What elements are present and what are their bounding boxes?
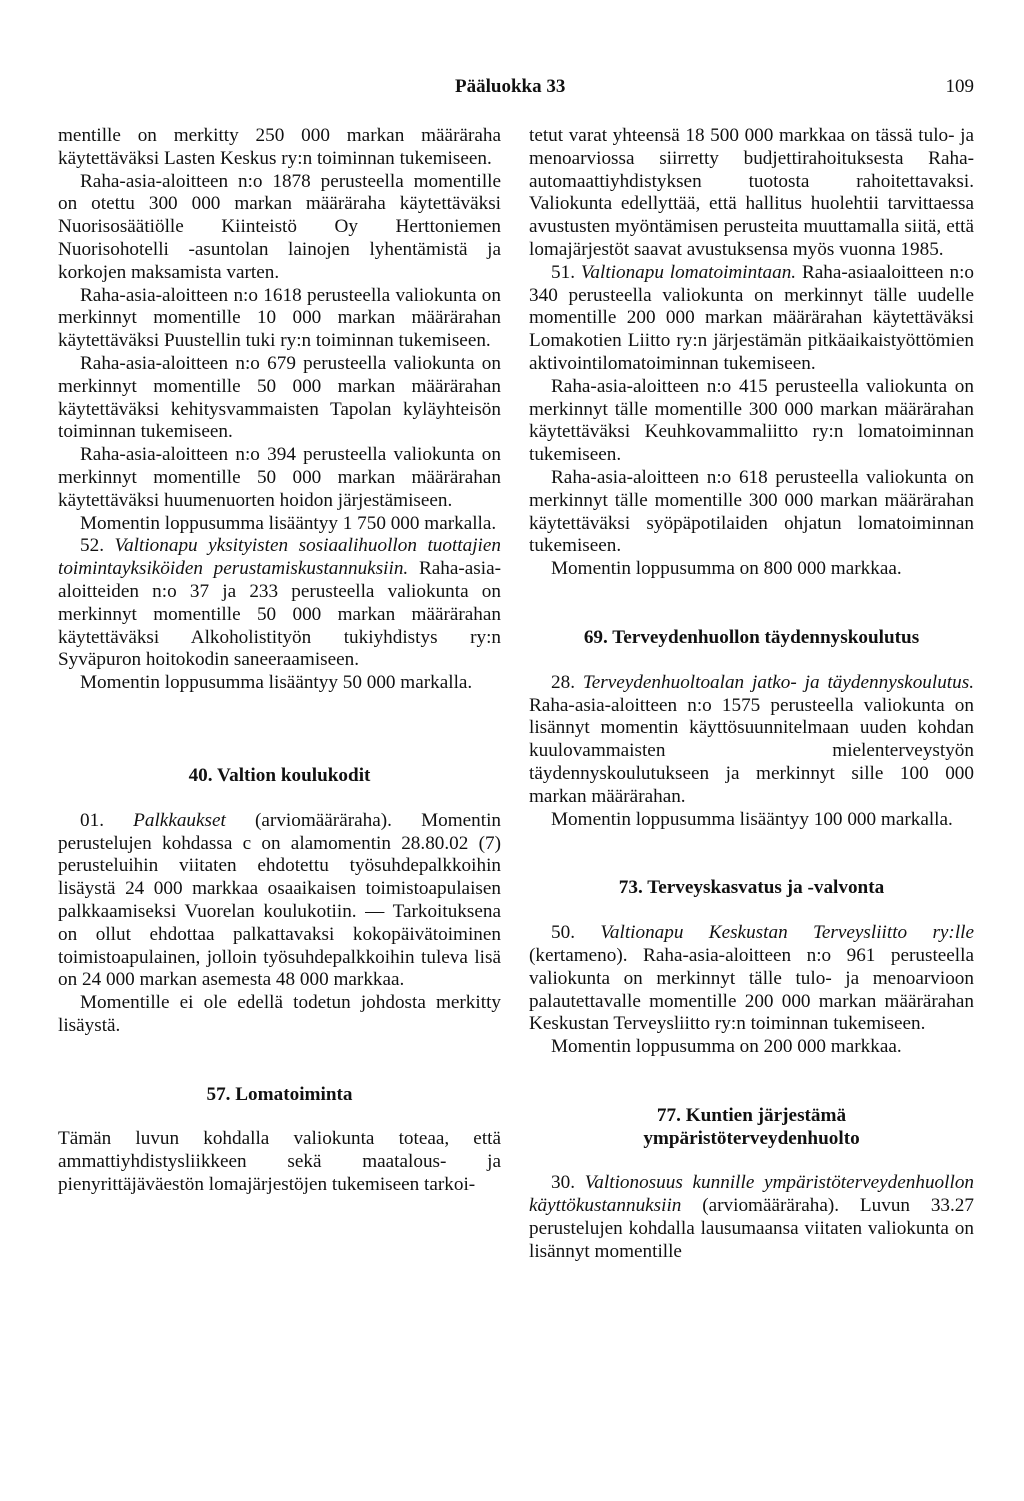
paragraph: Raha-asia-aloitteen n:o 394 perusteella valiokunta on merkinnyt momentille 50 000 markan määrärahan käytettäväksi huumenuorten hoidon järjestämiseen. [58,444,501,511]
item-title: Palkkaukset [133,809,226,831]
page-number: 109 [945,76,974,97]
item-title: Valtionosuus kunnille ympäristöterveydenhuollon käyttökustannuksiin [529,1172,975,1217]
item-number: 01. [80,809,104,831]
item-number: 28. [551,671,575,693]
item-text: Raha-asia-aloitteiden n:o 37 ja 233 perusteella valiokunta on merkinnyt momentille 50 000 markan määrärahan käytettäväksi Alkoholistityön tukiyhdistys ry:n Syväpuron hoitokodin saneeraamiseen. [58,558,501,671]
paragraph: Momentille ei ole edellä todetun johdosta merkitty lisäystä. [58,992,501,1036]
item-number: 52. [80,535,104,557]
section-heading-73: 73. Terveyskasvatus ja -valvonta [618,877,885,899]
item-title: Valtionapu Keskustan Terveysliitto ry:lle [600,922,975,944]
paragraph: Momentin loppusumma lisääntyy 1 750 000 markalla. [80,512,497,534]
paragraph: Momentin loppusumma lisääntyy 50 000 markalla. [80,672,473,694]
subsection-01 [58,810,501,992]
running-header-title: Pääluokka 33 [455,76,566,97]
item-text: (arviomääräraha). Luvun 33.27 perustelujen kohdalla lausumaansa viitaten valiokunta on lisännyt momentille [529,1195,974,1262]
paragraph: Tämän luvun kohdalla valiokunta toteaa, että ammattiyhdistysliikkeen sekä maatalous- ja pienyrittäjäväestön lomajärjestöjen tukemiseen tarkoi- [58,1128,501,1196]
paragraph: Raha-asia-aloitteen n:o 618 perusteella valiokunta on merkinnyt tälle momentille 300 000 markan määrärahan käytettäväksi syöpäpotilaiden ohjatun lomatoiminnan tukemiseen. [529,466,974,557]
subsection-50 [529,922,974,1036]
section-heading-69: 69. Terveydenhuollon täydennyskoulutus [583,626,920,648]
left-column [58,125,501,1197]
paragraph: Momentin loppusumma on 200 000 markkaa. [551,1036,902,1058]
subsection-30 [529,1172,974,1263]
section-heading-77: 77. Kuntien järjestämä ympäristöterveydenhuolto [643,1104,860,1149]
item-text: Raha-asia-aloitteen n:o 1575 perusteella valiokunta on lisännyt momentin käyttösuunnitelmaan uuden kohdan kuulovammaisten mielenterveystyön täydennyskoulutukseen ja merkinnyt sille 100 000 markan määrärahan. [529,694,974,807]
paragraph: Raha-asia-aloitteen n:o 1878 perusteella momentille on otettu 300 000 markan määräraha käytettäväksi Nuorisosäätiölle Kiinteistö Oy Herttoniemen Nuorisohotelli -asuntolan lainojen lyhentämistä ja korkojen maksamista varten. [58,170,501,283]
item-text: (arviomääräraha). Momentin perustelujen kohdassa c on alamomentin 28.80.02 (7) perusteluihin viitaten ehdotettu työsuhdepalkkoihin lisäystä 24 000 markkaa osaaikaisen toimistoapulaisen palkkaamiseksi Vuorelan koulukotiin. — Tarkoituksena on ollut ehdottaa palkattavaksi kokopäivätoiminen toimistoapulainen, jolloin työsuhdepalkkoihin tuleva lisä on 24 000 markan asemesta 48 000 markkaa. [58,809,502,991]
subsection-51 [529,262,974,376]
item-number: 30. [551,1172,575,1194]
right-column [529,125,974,1264]
section-heading-57: 57. Lomatoiminta [206,1083,353,1105]
item-text: Raha-asiaaloitteen n:o 340 perusteella valiokunta on merkinnyt tälle uudelle momentille 200 000 markan määrärahan käytettäväksi Lomakotien Liitto ry:n järjestämän pitkäaikaistyöttömien aktivointilomatoiminnan tukemiseen. [529,261,974,374]
paragraph: Raha-asia-aloitteen n:o 415 perusteella valiokunta on merkinnyt tälle momentille 300 000 markan määrärahan käytettäväksi Keuhkovammaliitto ry:n lomatoiminnan tukemiseen. [529,375,974,466]
paragraph: mentille on merkitty 250 000 markan määräraha käytettäväksi Lasten Keskus ry:n toiminnan tukemiseen. [58,125,501,169]
item-title: Valtionapu yksityisten sosiaalihuollon tuottajien toimintayksiköiden perustamiskustannuksiin. [58,535,501,580]
subsection-28 [529,672,974,809]
paragraph: Momentin loppusumma lisääntyy 100 000 markalla. [551,808,953,830]
paragraph: tetut varat yhteensä 18 500 000 markkaa on tässä tulo- ja menoarviossa siirretty budjettirahoituksesta Raha-automaattiyhdistyksen tuotosta rahoitettavaksi. Valiokunta edellyttää, että hallitus huolehtii tarvittaessa avustusten myöntämisen perusteita muuttamalla siitä, että lomajärjestöt saavat avustuksensa myös vuonna 1985. [529,125,974,260]
paragraph: Momentin loppusumma on 800 000 markkaa. [551,558,902,580]
page-header [0,76,1024,106]
item-number: 50. [551,922,575,944]
item-title: Valtionapu lomatoimintaan. [580,261,797,283]
paragraph: Raha-asia-aloitteen n:o 679 perusteella valiokunta on merkinnyt momentille 50 000 markan määrärahan käytettäväksi kehitysvammaisten Tapolan kyläyhteisön toiminnan tukemiseen. [58,352,501,443]
item-text: (kertameno). Raha-asia-aloitteen n:o 961 perusteella valiokunta on merkinnyt tälle tulo- ja menoarvioon palautettavalle momentille 200 000 markan määrärahan Keskustan Terveysliitto ry:n toiminnan tukemiseen. [529,944,974,1035]
section-heading-40: 40. Valtion koulukodit [188,764,371,786]
item-number: 51. [551,261,575,283]
subsection-52 [58,535,501,672]
item-title: Terveydenhuoltoalan jatko- ja täydennyskoulutus. [582,671,974,693]
paragraph: Raha-asia-aloitteen n:o 1618 perusteella valiokunta on merkinnyt momentille 10 000 markan määrärahan käytettäväksi Puustellin tuki ry:n toiminnan tukemiseen. [58,284,501,352]
